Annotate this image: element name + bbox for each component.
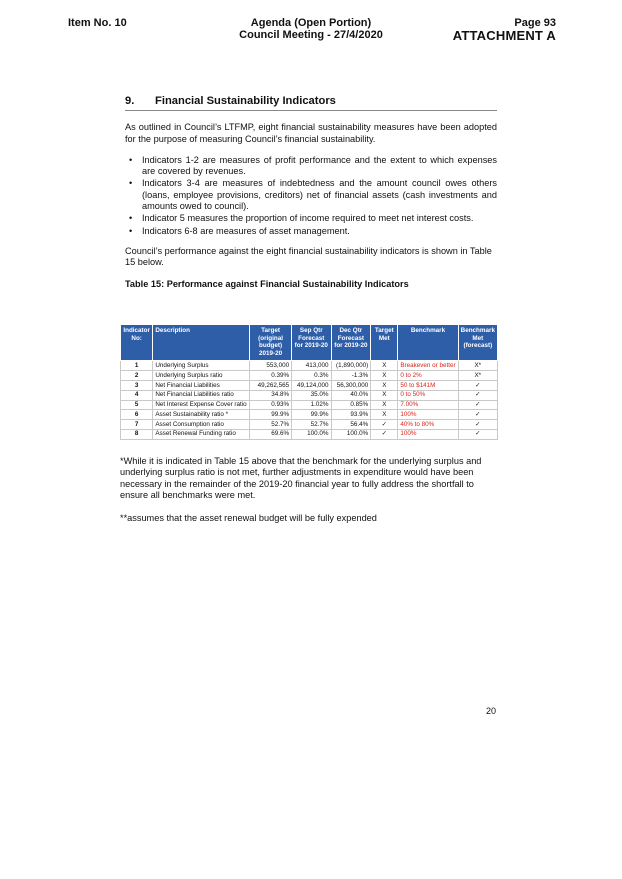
target-budget: 99.9%	[250, 410, 292, 420]
sep-qtr-forecast: 99.9%	[292, 410, 331, 420]
table-row	[121, 371, 498, 381]
performance-paragraph: Council’s performance against the eight financial sustainability indicators is shown in Table 15 below.	[125, 245, 492, 268]
footnote-surplus: *While it is indicated in Table 15 above that the benchmark for the underlying surplus and underlying surplus ratio is not met, further adjustments in expenditure would have been necessary in the remainder of the 2019-20 financial year to fully address the shortfall to ensure all benchmarks were met.	[120, 456, 482, 500]
sep-qtr-forecast: 0.3%	[292, 371, 331, 381]
item-number: Item No. 10	[68, 17, 127, 29]
target-budget: 49,262,565	[250, 380, 292, 390]
indicator-description: Asset Renewal Funding ratio	[153, 429, 250, 439]
target-met: X	[371, 410, 398, 420]
benchmark: 50 to $141M	[398, 380, 458, 390]
table-row	[121, 380, 498, 390]
dec-qtr-forecast: -1.3%	[331, 371, 371, 381]
benchmark: 100%	[398, 429, 458, 439]
benchmark: 100%	[398, 410, 458, 420]
dec-qtr-forecast: 0.85%	[331, 400, 371, 410]
col-header: Sep Qtr Forecast for 2019-20	[292, 325, 331, 361]
sep-qtr-forecast: 52.7%	[292, 420, 331, 430]
indicator-description: Asset Sustainability ratio *	[153, 410, 250, 420]
bullet-item: • Indicators 3-4 are measures of indebtedness and the amount council owes others (loans, employee provisions, creditors) net of financial assets (cash investments and amounts owed to council).	[125, 178, 497, 212]
target-budget: 34.8%	[250, 390, 292, 400]
col-header: Description	[153, 325, 250, 361]
benchmark-met: X*	[458, 361, 497, 371]
col-header: Benchmark Met (forecast)	[458, 325, 497, 361]
bullet-item: • Indicator 5 measures the proportion of income required to meet net interest costs.	[125, 213, 497, 224]
target-met: X	[371, 400, 398, 410]
dec-qtr-forecast: 100.0%	[331, 429, 371, 439]
indicator-no: 8	[121, 429, 153, 439]
col-header: Dec Qtr Forecast for 2019-20	[331, 325, 371, 361]
table-title: Table 15: Performance against Financial Sustainability Indicators	[125, 278, 409, 289]
benchmark: 0 to 2%	[398, 371, 458, 381]
sep-qtr-forecast: 100.0%	[292, 429, 331, 439]
indicator-no: 5	[121, 400, 153, 410]
target-budget: 0.93%	[250, 400, 292, 410]
dec-qtr-forecast: 56.4%	[331, 420, 371, 430]
col-header: Benchmark	[398, 325, 458, 361]
table-row	[121, 400, 498, 410]
dec-qtr-forecast: 56,300,000	[331, 380, 371, 390]
footnote-asset-renewal: **assumes that the asset renewal budget will be fully expended	[120, 513, 377, 524]
target-met: X	[371, 390, 398, 400]
col-header: Indicator No:	[121, 325, 153, 361]
dec-qtr-forecast: 40.0%	[331, 390, 371, 400]
notes	[120, 456, 498, 524]
indicator-no: 2	[121, 371, 153, 381]
indicator-description: Underlying Surplus ratio	[153, 371, 250, 381]
target-met: ✓	[371, 420, 398, 430]
indicator-no: 7	[121, 420, 153, 430]
table-row	[121, 410, 498, 420]
section-title: Financial Sustainability Indicators	[155, 95, 336, 107]
indicator-no: 6	[121, 410, 153, 420]
table-header-row	[121, 325, 498, 361]
bullet-item: • Indicators 1-2 are measures of profit performance and the extent to which expenses are covered by revenues.	[125, 155, 497, 178]
table-row	[121, 420, 498, 430]
indicator-no: 3	[121, 380, 153, 390]
benchmark-met: X*	[458, 371, 497, 381]
target-met: X	[371, 371, 398, 381]
target-budget: 52.7%	[250, 420, 292, 430]
agenda-header	[200, 17, 422, 41]
main-content	[125, 96, 497, 290]
indicator-bullet-list	[125, 155, 497, 237]
sustainability-table	[120, 324, 498, 440]
table-row	[121, 390, 498, 400]
indicator-description: Net Interest Expense Cover ratio	[153, 400, 250, 410]
col-header: Target (original budget) 2019-20	[250, 325, 292, 361]
table-row	[121, 361, 498, 371]
intro-paragraph: As outlined in Council’s LTFMP, eight financial sustainability measures have been adopted for the purpose of measuring Council’s financial sustainability.	[125, 122, 497, 144]
target-met: X	[371, 380, 398, 390]
bullet-item: • Indicators 6-8 are measures of asset management.	[125, 226, 497, 237]
attachment-label: ATTACHMENT A	[452, 28, 556, 43]
section-heading	[125, 96, 497, 111]
benchmark: 40% to 80%	[398, 420, 458, 430]
sep-qtr-forecast: 413,000	[292, 361, 331, 371]
sep-qtr-forecast: 49,124,000	[292, 380, 331, 390]
target-budget: 0.39%	[250, 371, 292, 381]
target-met: X	[371, 361, 398, 371]
page-number: 20	[486, 706, 497, 716]
table-row	[121, 429, 498, 439]
target-met: ✓	[371, 429, 398, 439]
meeting-title: Council Meeting - 27/4/2020	[239, 29, 383, 41]
indicator-description: Asset Consumption ratio	[153, 420, 250, 430]
dec-qtr-forecast: (1,890,000)	[331, 361, 371, 371]
benchmark-met: ✓	[458, 400, 497, 410]
benchmark: Breakeven or better	[398, 361, 458, 371]
page-header	[453, 17, 556, 42]
indicator-no: 4	[121, 390, 153, 400]
indicator-description: Underlying Surplus	[153, 361, 250, 371]
sep-qtr-forecast: 35.0%	[292, 390, 331, 400]
benchmark: 0 to 50%	[398, 390, 458, 400]
target-budget: 69.6%	[250, 429, 292, 439]
benchmark: 7.00%	[398, 400, 458, 410]
benchmark-met: ✓	[458, 380, 497, 390]
section-number: 9.	[125, 95, 135, 107]
indicator-description: Net Financial Liabilities	[153, 380, 250, 390]
benchmark-met: ✓	[458, 390, 497, 400]
indicator-no: 1	[121, 361, 153, 371]
dec-qtr-forecast: 93.9%	[331, 410, 371, 420]
col-header: Target Met	[371, 325, 398, 361]
indicator-description: Net Financial Liabilities ratio	[153, 390, 250, 400]
sep-qtr-forecast: 1.02%	[292, 400, 331, 410]
benchmark-met: ✓	[458, 420, 497, 430]
page-label: Page 93	[514, 17, 556, 29]
target-budget: 553,000	[250, 361, 292, 371]
agenda-title: Agenda (Open Portion)	[250, 17, 372, 29]
benchmark-met: ✓	[458, 429, 497, 439]
benchmark-met: ✓	[458, 410, 497, 420]
